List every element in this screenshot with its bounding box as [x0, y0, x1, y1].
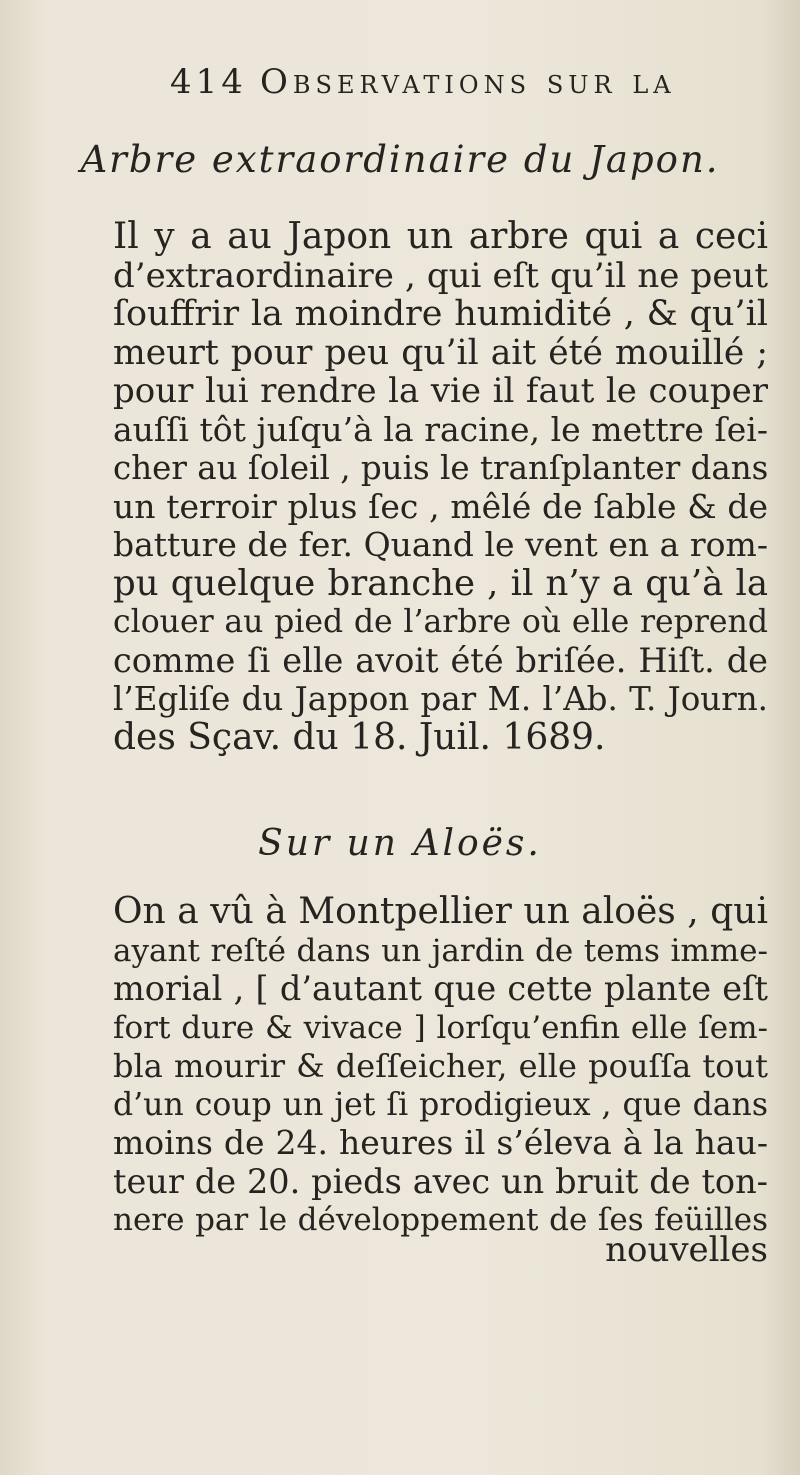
text-line: auſſi tôt juſqu’à la racine, le mettre ſei- — [113, 409, 768, 449]
article-body-japan-tree — [113, 218, 768, 757]
text-line: ayant reſté dans un jardin de tems imme- — [113, 932, 768, 969]
text-line: d’un coup un jet ſi prodigieux , que dans — [113, 1086, 768, 1123]
text-line: batture de fer. Quand le vent en a rom- — [113, 525, 768, 564]
text-line: nere par le développement de ſes feüilles — [113, 1202, 768, 1238]
text-line: morial , [ d’autant que cette plante eſt — [113, 969, 768, 1008]
text-line: moins de 24. heures il s’éleva à la hau- — [113, 1123, 768, 1162]
text-line: fort dure & vivace ] lorſqu’enfin elle ſem- — [113, 1009, 768, 1046]
text-line: cher au ſoleil , puis le tranſplanter dans — [113, 449, 769, 487]
text-line: pour lui rendre la vie il faut le couper — [113, 371, 768, 411]
text-line: l’Egliſe du Jappon par M. l’Ab. T. Journ. — [113, 680, 768, 718]
text-line: ſouffrir la moindre humidité , & qu’il — [113, 294, 768, 334]
article-title-aloe: Sur un Aloës. — [258, 823, 542, 864]
text-line: Il y a au Japon un arbre qui a ceci — [113, 216, 768, 257]
text-line: d’extraordinaire , qui eſt qu’il ne peut — [113, 255, 768, 296]
text-line: clouer au pied de l’arbre où elle reprend — [113, 604, 768, 640]
article-title-japan-tree: Arbre extraordinaire du Japon. — [80, 138, 720, 181]
text-line: bla mourir & deſſeicher, elle pouſſa tout — [113, 1047, 768, 1085]
text-line: pu quelque branche , il n’y a qu’à la — [113, 562, 768, 604]
catchword: nouvelles — [605, 1230, 768, 1270]
text-line: comme ſi elle avoit été briſée. Hiſt. de — [113, 640, 768, 680]
text-line: des Sçav. du 18. Juil. 1689. — [113, 716, 606, 758]
text-line: un terroir plus ſec , mêlé de ſable & de — [113, 486, 768, 526]
text-line: On a vû à Montpellier un aloës , qui — [113, 891, 768, 932]
running-title: Observations sur la — [260, 62, 676, 102]
article-body-aloe — [113, 893, 768, 1240]
page-number: 414 — [170, 62, 247, 102]
page-header — [170, 62, 770, 112]
text-line: teur de 20. pieds avec un bruit de ton- — [113, 1161, 768, 1201]
text-line: meurt pour peu qu’il ait été mouillé ; — [113, 332, 768, 373]
